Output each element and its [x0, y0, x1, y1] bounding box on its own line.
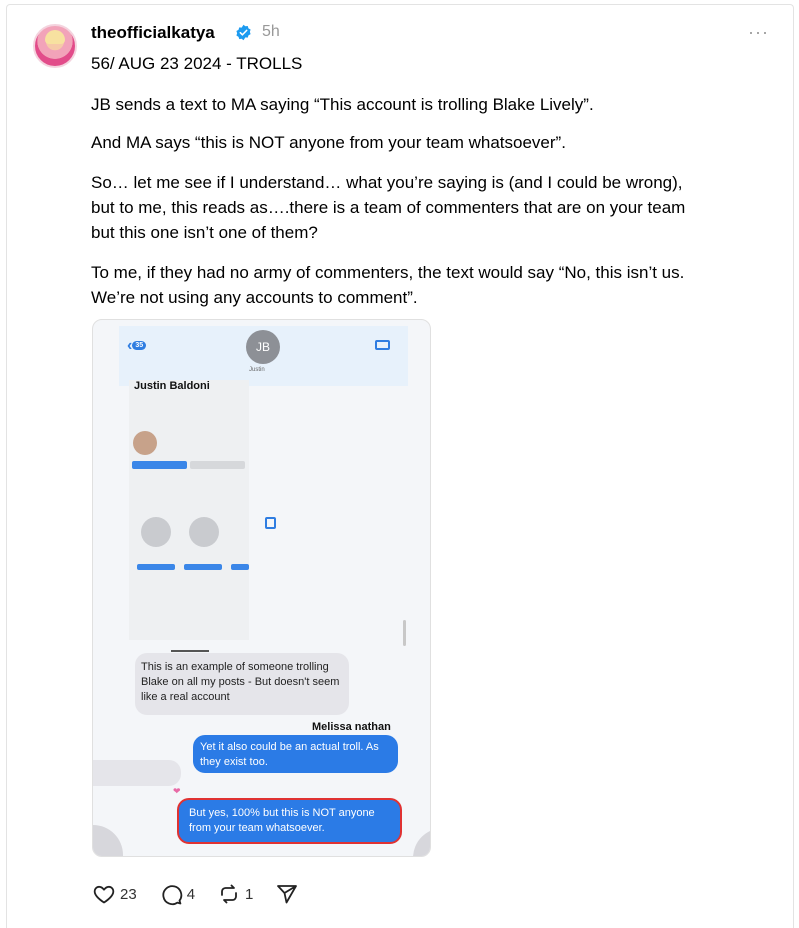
heart-icon [92, 882, 116, 906]
post-line: We’re not using any accounts to comment”. [91, 288, 418, 307]
like-count: 23 [120, 885, 137, 903]
scroll-indicator [403, 620, 406, 646]
back-button: ‹ 35 [127, 337, 146, 355]
action-bar [92, 881, 321, 907]
username[interactable]: theofficialkatya [91, 23, 215, 42]
instagram-profile-screenshot [129, 380, 249, 640]
contact-name: Justin [249, 367, 265, 373]
comment-button[interactable] [159, 882, 195, 906]
suggested-follow-image [184, 564, 222, 570]
share-button[interactable] [275, 882, 299, 906]
contact-avatar: JB [246, 330, 280, 364]
suggested-follow-image [137, 564, 175, 570]
comment-icon [159, 882, 183, 906]
message-bubble-received: This is an example of someone trolling Blake on all my posts - But doesn't seem like a real account [135, 653, 349, 715]
like-button[interactable] [92, 882, 137, 906]
comment-count: 4 [186, 885, 196, 903]
post-line: And MA says “this is NOT anyone from your team whatsoever”. [91, 133, 566, 152]
message-button-image [190, 461, 245, 469]
post-time: 5h [262, 23, 280, 40]
follow-button-image [132, 461, 187, 469]
decorative-shape [413, 828, 431, 857]
unread-badge: 35 [132, 341, 146, 350]
message-bubble-highlighted: But yes, 100% but this is NOT anyone from your team whatsoever. [177, 798, 402, 844]
share-icon [265, 517, 276, 529]
post-line: So… let me see if I understand… what you’re saying is (and I could be wrong), [91, 173, 683, 192]
separator [171, 650, 209, 652]
post-image[interactable] [92, 319, 431, 857]
profile-photo [133, 431, 157, 455]
decorative-shape [92, 825, 123, 857]
repost-count: 1 [245, 885, 254, 903]
profile-name: Justin Baldoni [134, 380, 210, 392]
suggested-follow-image [231, 564, 249, 570]
heart-reaction-icon: ❤ [173, 786, 181, 796]
suggested-avatar [141, 517, 171, 547]
message-bubble-sent: Yet it also could be an actual troll. As they exist too. [193, 735, 398, 773]
post-line: JB sends a text to MA saying “This account is trolling Blake Lively”. [91, 95, 594, 114]
repost-icon [217, 882, 241, 906]
avatar[interactable] [33, 24, 77, 68]
verified-badge-icon [235, 24, 252, 41]
message-bubble-partial [93, 760, 181, 786]
video-call-icon [375, 340, 390, 350]
send-icon [275, 882, 299, 906]
post-line: but this one isn’t one of them? [91, 223, 318, 242]
post-line: To me, if they had no army of commenters, the text would say “No, this isn’t us. [91, 263, 685, 282]
suggested-avatar [189, 517, 219, 547]
sender-name: Melissa nathan [312, 721, 391, 733]
post-line-heading: 56/ AUG 23 2024 - TROLLS [91, 54, 303, 73]
post-line: but to me, this reads as….there is a team of commenters that are on your team [91, 198, 686, 217]
repost-button[interactable] [217, 882, 253, 906]
more-options-icon[interactable]: ··· [748, 22, 769, 42]
